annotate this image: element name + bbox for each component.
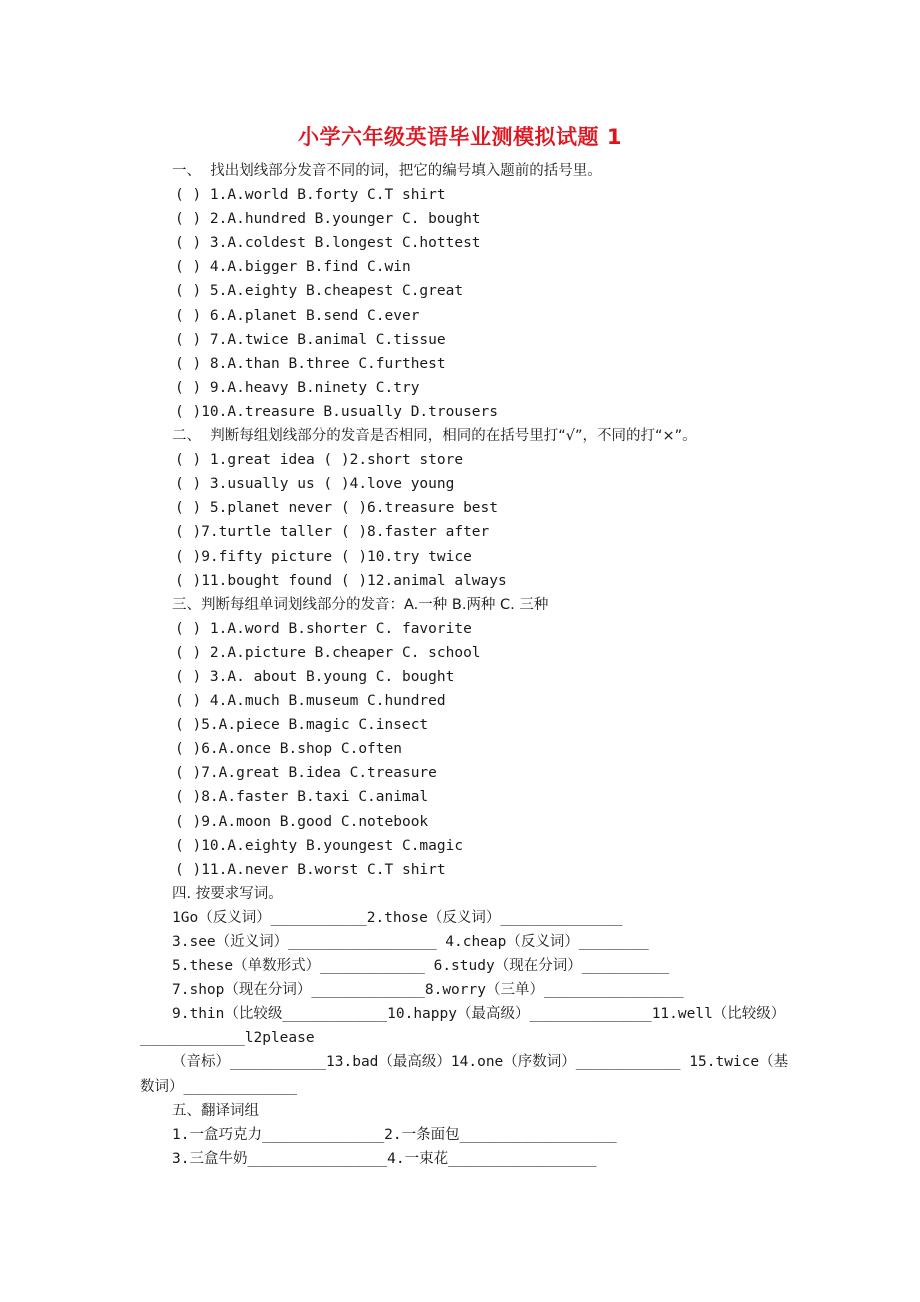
question-line: ( )10.A.eighty B.youngest C.magic: [175, 837, 464, 854]
question-line: ( )11.bought found ( )12.animal always: [175, 572, 507, 589]
question-line: 1Go（反义词）___________2.those（反义词）______________: [172, 909, 623, 926]
section-heading: 一、 找出划线部分发音不同的词，把它的编号填入题前的括号里。: [172, 163, 602, 179]
question-line: ( )9.fifty picture ( )10.try twice: [175, 548, 472, 565]
question-line: ( ) 8.A.than B.three C.furthest: [175, 355, 446, 372]
question-line: ( )5.A.piece B.magic C.insect: [175, 717, 429, 734]
question-line: ( ) 9.A.heavy B.ninety C.try: [175, 379, 420, 396]
question-line: ( ) 5.planet never ( )6.treasure best: [175, 500, 499, 517]
section-heading: 三、判断每组单词划线部分的发音：A.一种 B.两种 C. 三种: [172, 596, 549, 613]
question-line: ( ) 1.A.world B.forty C.T shirt: [175, 187, 446, 204]
question-line: ( ) 4.A.much B.museum C.hundred: [175, 693, 446, 710]
question-line: 5.these（单数形式）____________ 6.study（现在分词）__________: [172, 958, 669, 975]
section-heading: 四. 按要求写词。: [172, 885, 283, 902]
question-line: ( )10.A.treasure B.usually D.trousers: [175, 403, 499, 420]
question-line: ( ) 3.A.coldest B.longest C.hottest: [175, 235, 481, 252]
question-line: ( ) 1.great idea ( )2.short store: [175, 452, 464, 469]
page-title: 小学六年级英语毕业测模拟试题 1: [298, 125, 622, 149]
question-line: ( )9.A.moon B.good C.notebook: [175, 813, 429, 830]
question-line: ( ) 4.A.bigger B.find C.win: [175, 259, 411, 276]
question-line: 1.一盒巧克力______________2.一条面包__________________: [172, 1126, 617, 1143]
question-line: ( )8.A.faster B.taxi C.animal: [175, 789, 429, 806]
question-line: ( ) 6.A.planet B.send C.ever: [175, 307, 420, 324]
question-continuation: ____________l2please: [140, 1030, 315, 1047]
section-heading: 二、 判断每组划线部分的发音是否相同，相同的在括号里打“√”，不同的打“×”。: [172, 428, 697, 445]
question-line: ( )6.A.once B.shop C.often: [175, 741, 402, 758]
question-line: ( )11.A.never B.worst C.T shirt: [175, 861, 446, 878]
question-line: 3.see（近义词）_________________ 4.cheap（反义词）________: [172, 934, 649, 950]
question-line: ( ) 2.A.hundred B.younger C. bought: [175, 211, 481, 228]
question-continuation: 数词）_____________: [140, 1078, 297, 1095]
worksheet-body: [0, 159, 920, 1171]
question-line: ( ) 1.A.word B.shorter C. favorite: [175, 620, 472, 637]
question-line: （音标）___________13.bad（最高级）14.one（序数词）____________ 15.twice（基: [172, 1054, 789, 1071]
question-line: ( ) 2.A.picture B.cheaper C. school: [175, 644, 481, 661]
question-line: 3.三盒牛奶________________4.一束花_________________: [172, 1150, 597, 1167]
question-line: ( )7.A.great B.idea C.treasure: [175, 765, 437, 782]
question-line: ( ) 3.usually us ( )4.love young: [175, 476, 455, 493]
question-line: 7.shop（现在分词）_____________8.worry（三单）________________: [172, 982, 684, 999]
question-line: ( ) 5.A.eighty B.cheapest C.great: [175, 283, 464, 300]
question-line: ( ) 3.A. about B.young C. bought: [175, 668, 455, 685]
question-line: 9.thin（比较级____________10.happy（最高级）______________11.well（比较级）: [172, 1006, 786, 1023]
question-line: ( )7.turtle taller ( )8.faster after: [175, 524, 490, 541]
section-heading: 五、翻译词组: [172, 1102, 259, 1119]
question-line: ( ) 7.A.twice B.animal C.tissue: [175, 331, 446, 348]
